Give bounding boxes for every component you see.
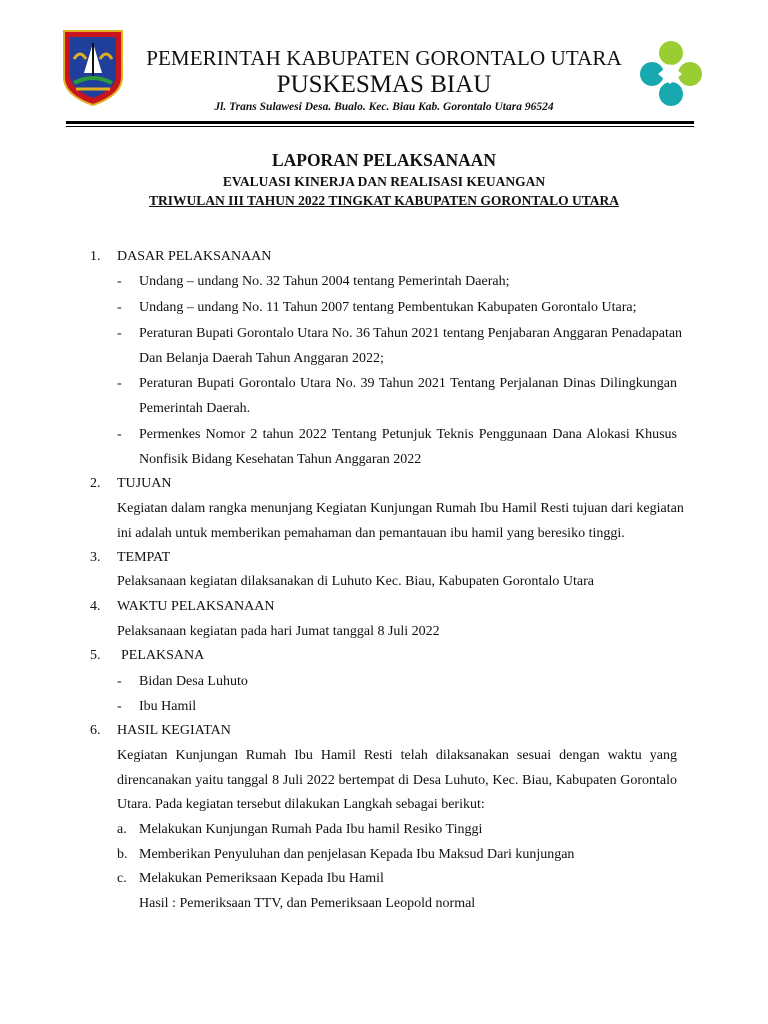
bullet-dash: - <box>117 674 122 689</box>
list-letter: b. <box>117 847 128 862</box>
section-number: 1. <box>90 249 101 264</box>
section-heading: HASIL KEGIATAN <box>117 723 231 738</box>
list-item: Undang – undang No. 11 Tahun 2007 tentang Pembentukan Kabupaten Gorontalo Utara; <box>139 300 637 315</box>
bullet-dash: - <box>117 274 122 289</box>
list-item-continuation: Hasil : Pemeriksaan TTV, dan Pemeriksaan Leopold normal <box>139 896 476 911</box>
regency-crest-logo <box>62 29 124 107</box>
letterhead-government: PEMERINTAH KABUPATEN GORONTALO UTARA <box>146 46 622 70</box>
bullet-dash: - <box>117 376 122 391</box>
report-period: TRIWULAN III TAHUN 2022 TINGKAT KABUPATEN GORONTALO UTARA <box>149 193 619 208</box>
section-heading: WAKTU PELAKSANAAN <box>117 599 275 614</box>
section-number: 3. <box>90 550 101 565</box>
letterhead-address: Jl. Trans Sulawesi Desa. Bualo. Kec. Biau Kab. Gorontalo Utara 96524 <box>214 101 554 113</box>
list-letter: a. <box>117 822 127 837</box>
section-heading: PELAKSANA <box>121 648 205 663</box>
bullet-dash: - <box>117 699 122 714</box>
letterhead-institution: PUSKESMAS BIAU <box>276 71 492 98</box>
list-item-continuation: Dan Belanja Daerah Tahun Anggaran 2022; <box>139 351 384 366</box>
list-letter: c. <box>117 871 127 886</box>
section-number: 6. <box>90 723 101 738</box>
list-item: Ibu Hamil <box>139 699 197 714</box>
paragraph-line: ini adalah untuk memberikan pemahaman dan pemantauan ibu hamil yang beresiko tinggi. <box>117 526 625 541</box>
report-title: LAPORAN PELAKSANAAN <box>271 150 497 170</box>
puskesmas-logo <box>638 40 710 118</box>
section-number: 2. <box>90 476 101 491</box>
section-heading: DASAR PELAKSANAAN <box>117 249 272 264</box>
section-number: 4. <box>90 599 101 614</box>
list-item-continuation: Nonfisik Bidang Kesehatan Tahun Anggaran 2022 <box>139 452 422 467</box>
bullet-dash: - <box>117 427 122 442</box>
bullet-dash: - <box>117 300 122 315</box>
paragraph-line: Kegiatan Kunjungan Rumah Ibu Hamil Resti telah dilaksanakan sesuai dengan waktu yang <box>117 748 677 763</box>
list-item: Memberikan Penyuluhan dan penjelasan Kepada Ibu Maksud Dari kunjungan <box>139 847 575 862</box>
list-item: Peraturan Bupati Gorontalo Utara No. 39 Tahun 2021 Tentang Perjalanan Dinas Dilingkungan <box>139 376 677 391</box>
paragraph-line: Pelaksanaan kegiatan dilaksanakan di Luhuto Kec. Biau, Kabupaten Gorontalo Utara <box>117 574 595 589</box>
list-item: Permenkes Nomor 2 tahun 2022 Tentang Petunjuk Teknis Penggunaan Dana Alokasi Khusus <box>139 427 677 442</box>
list-item: Bidan Desa Luhuto <box>139 674 248 689</box>
section-heading: TUJUAN <box>117 476 172 491</box>
list-item-continuation: Pemerintah Daerah. <box>139 401 251 416</box>
paragraph-line: Utara. Pada kegiatan tersebut dilakukan Langkah sebagai berikut: <box>117 797 485 812</box>
paragraph-line: Pelaksanaan kegiatan pada hari Jumat tanggal 8 Juli 2022 <box>117 624 440 639</box>
bullet-dash: - <box>117 326 122 341</box>
section-heading: TEMPAT <box>117 550 171 565</box>
paragraph-line: direncanakan yaitu tanggal 8 Juli 2022 bertempat di Desa Luhuto, Kec. Biau, Kabupaten Gorontalo <box>117 773 677 788</box>
report-subtitle: EVALUASI KINERJA DAN REALISASI KEUANGAN <box>222 174 546 189</box>
list-item: Peraturan Bupati Gorontalo Utara No. 36 Tahun 2021 tentang Penjabaran Anggaran Penadapatan <box>139 326 683 341</box>
section-number: 5. <box>90 648 101 663</box>
list-item: Melakukan Pemeriksaan Kepada Ibu Hamil <box>139 871 384 886</box>
list-item: Undang – undang No. 32 Tahun 2004 tentang Pemerintah Daerah; <box>139 274 510 289</box>
paragraph-line: Kegiatan dalam rangka menunjang Kegiatan Kunjungan Rumah Ibu Hamil Resti tujuan dari kegiatan <box>117 501 684 516</box>
list-item: Melakukan Kunjungan Rumah Pada Ibu hamil Resiko Tinggi <box>139 822 483 837</box>
header-rule-thin <box>66 126 694 127</box>
header-rule-thick <box>66 121 694 124</box>
